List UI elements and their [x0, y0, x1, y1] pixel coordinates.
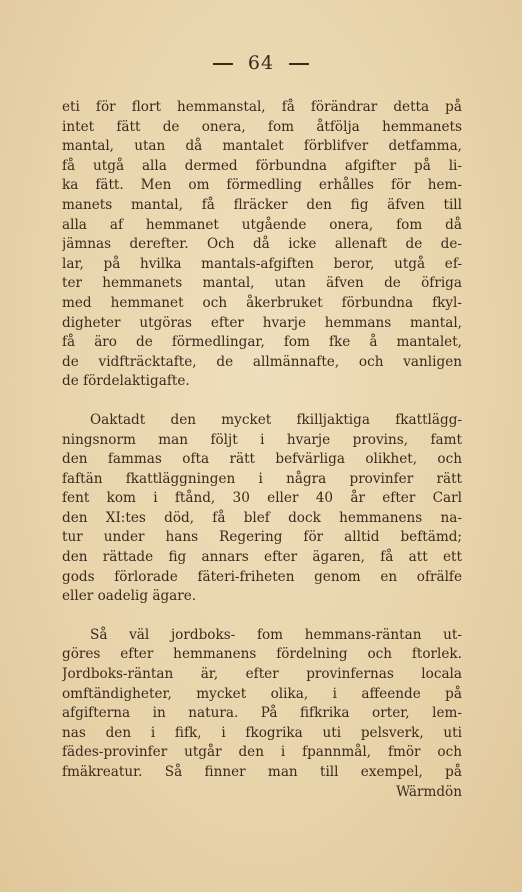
text-line: omftändigheter, mycket olika, i affeende på — [62, 685, 462, 702]
text-line: alla af hemmanet utgående onera, fom då — [62, 216, 462, 233]
text-line: fädes-provinfer utgår den i fpannmål, fmör och — [62, 744, 462, 761]
text-line: intet fätt de onera, fom åtfölja hemmanets — [62, 118, 462, 135]
text-line: digheter utgöras efter hvarje hemmans mantal, — [62, 314, 462, 331]
paragraph-2 — [62, 411, 462, 607]
paragraph-3 — [62, 626, 462, 783]
text-line: jämnas derefter. Och då icke allenaft de de- — [62, 236, 462, 253]
text-line: den XI:tes död, få blef dock hemmanens na- — [62, 509, 462, 526]
text-line: Jordboks-räntan är, efter provinfernas locala — [62, 666, 462, 683]
text-line: den fammas ofta rätt befvärliga olikhet, och — [62, 451, 462, 468]
body-text — [62, 98, 462, 802]
text-line: den rättade fig annars efter ägaren, få att ett — [62, 549, 462, 566]
text-line: eti för flort hemmanstal, få förändrar detta på — [62, 99, 462, 115]
paragraph-1 — [62, 98, 462, 392]
catchword: Wärmdön — [396, 783, 462, 800]
text-line: lar, på hvilka mantals-afgiften beror, utgå ef- — [62, 255, 462, 272]
text-line: gods förlorade fäteri-friheten genom en ofrälfe — [62, 568, 462, 585]
text-line: få utgå alla dermed förbundna afgifter på li- — [62, 157, 462, 174]
text-line: de fördelaktigafte. — [62, 373, 190, 390]
text-line: fent kom i ftånd, 30 eller 40 år efter Carl — [62, 490, 462, 507]
text-line: göres efter hemmanens fördelning och ftorlek. — [62, 646, 462, 663]
paragraph-gap — [62, 607, 462, 626]
header-dash-right — [289, 63, 309, 65]
text-line: faftän fkattläggningen i några provinfer rätt — [62, 470, 462, 487]
page-number: 64 — [247, 52, 275, 74]
page-header — [0, 52, 522, 74]
text-line: manets mantal, få flräcker den fig äfven till — [62, 196, 462, 213]
header-dash-left — [213, 63, 233, 65]
text-line: ka fätt. Men om förmedling erhålles för hem- — [62, 177, 462, 194]
text-line: med hemmanet och åkerbruket förbundna fkyl- — [62, 294, 462, 311]
text-line: de vidfträcktafte, de allmännafte, och vanligen — [62, 353, 462, 370]
text-line: ter hemmanets mantal, utan äfven de öfriga — [62, 275, 462, 292]
text-line: Så väl jordboks- fom hemmans-räntan ut- — [90, 626, 462, 643]
text-line: Oaktadt den mycket fkilljaktiga fkattlägg- — [90, 411, 462, 428]
text-line: få äro de förmedlingar, fom fke å mantalet, — [62, 334, 462, 351]
text-line: afgifterna in natura. På fifkrika orter, lem- — [62, 705, 462, 722]
text-line: mantal, utan då mantalet förblifver detfamma, — [62, 138, 462, 155]
paragraph-gap — [62, 392, 462, 411]
text-line: tur under hans Regering för alltid beftämd; — [62, 529, 462, 546]
text-line: fmäkreatur. Så finner man till exempel, på — [62, 764, 462, 780]
text-line: eller oadelig ägare. — [62, 588, 197, 605]
text-line: ningsnorm man följt i hvarje provins, famt — [62, 431, 462, 448]
text-line: nas den i fifk, i fkogrika uti pelsverk, uti — [62, 724, 462, 741]
